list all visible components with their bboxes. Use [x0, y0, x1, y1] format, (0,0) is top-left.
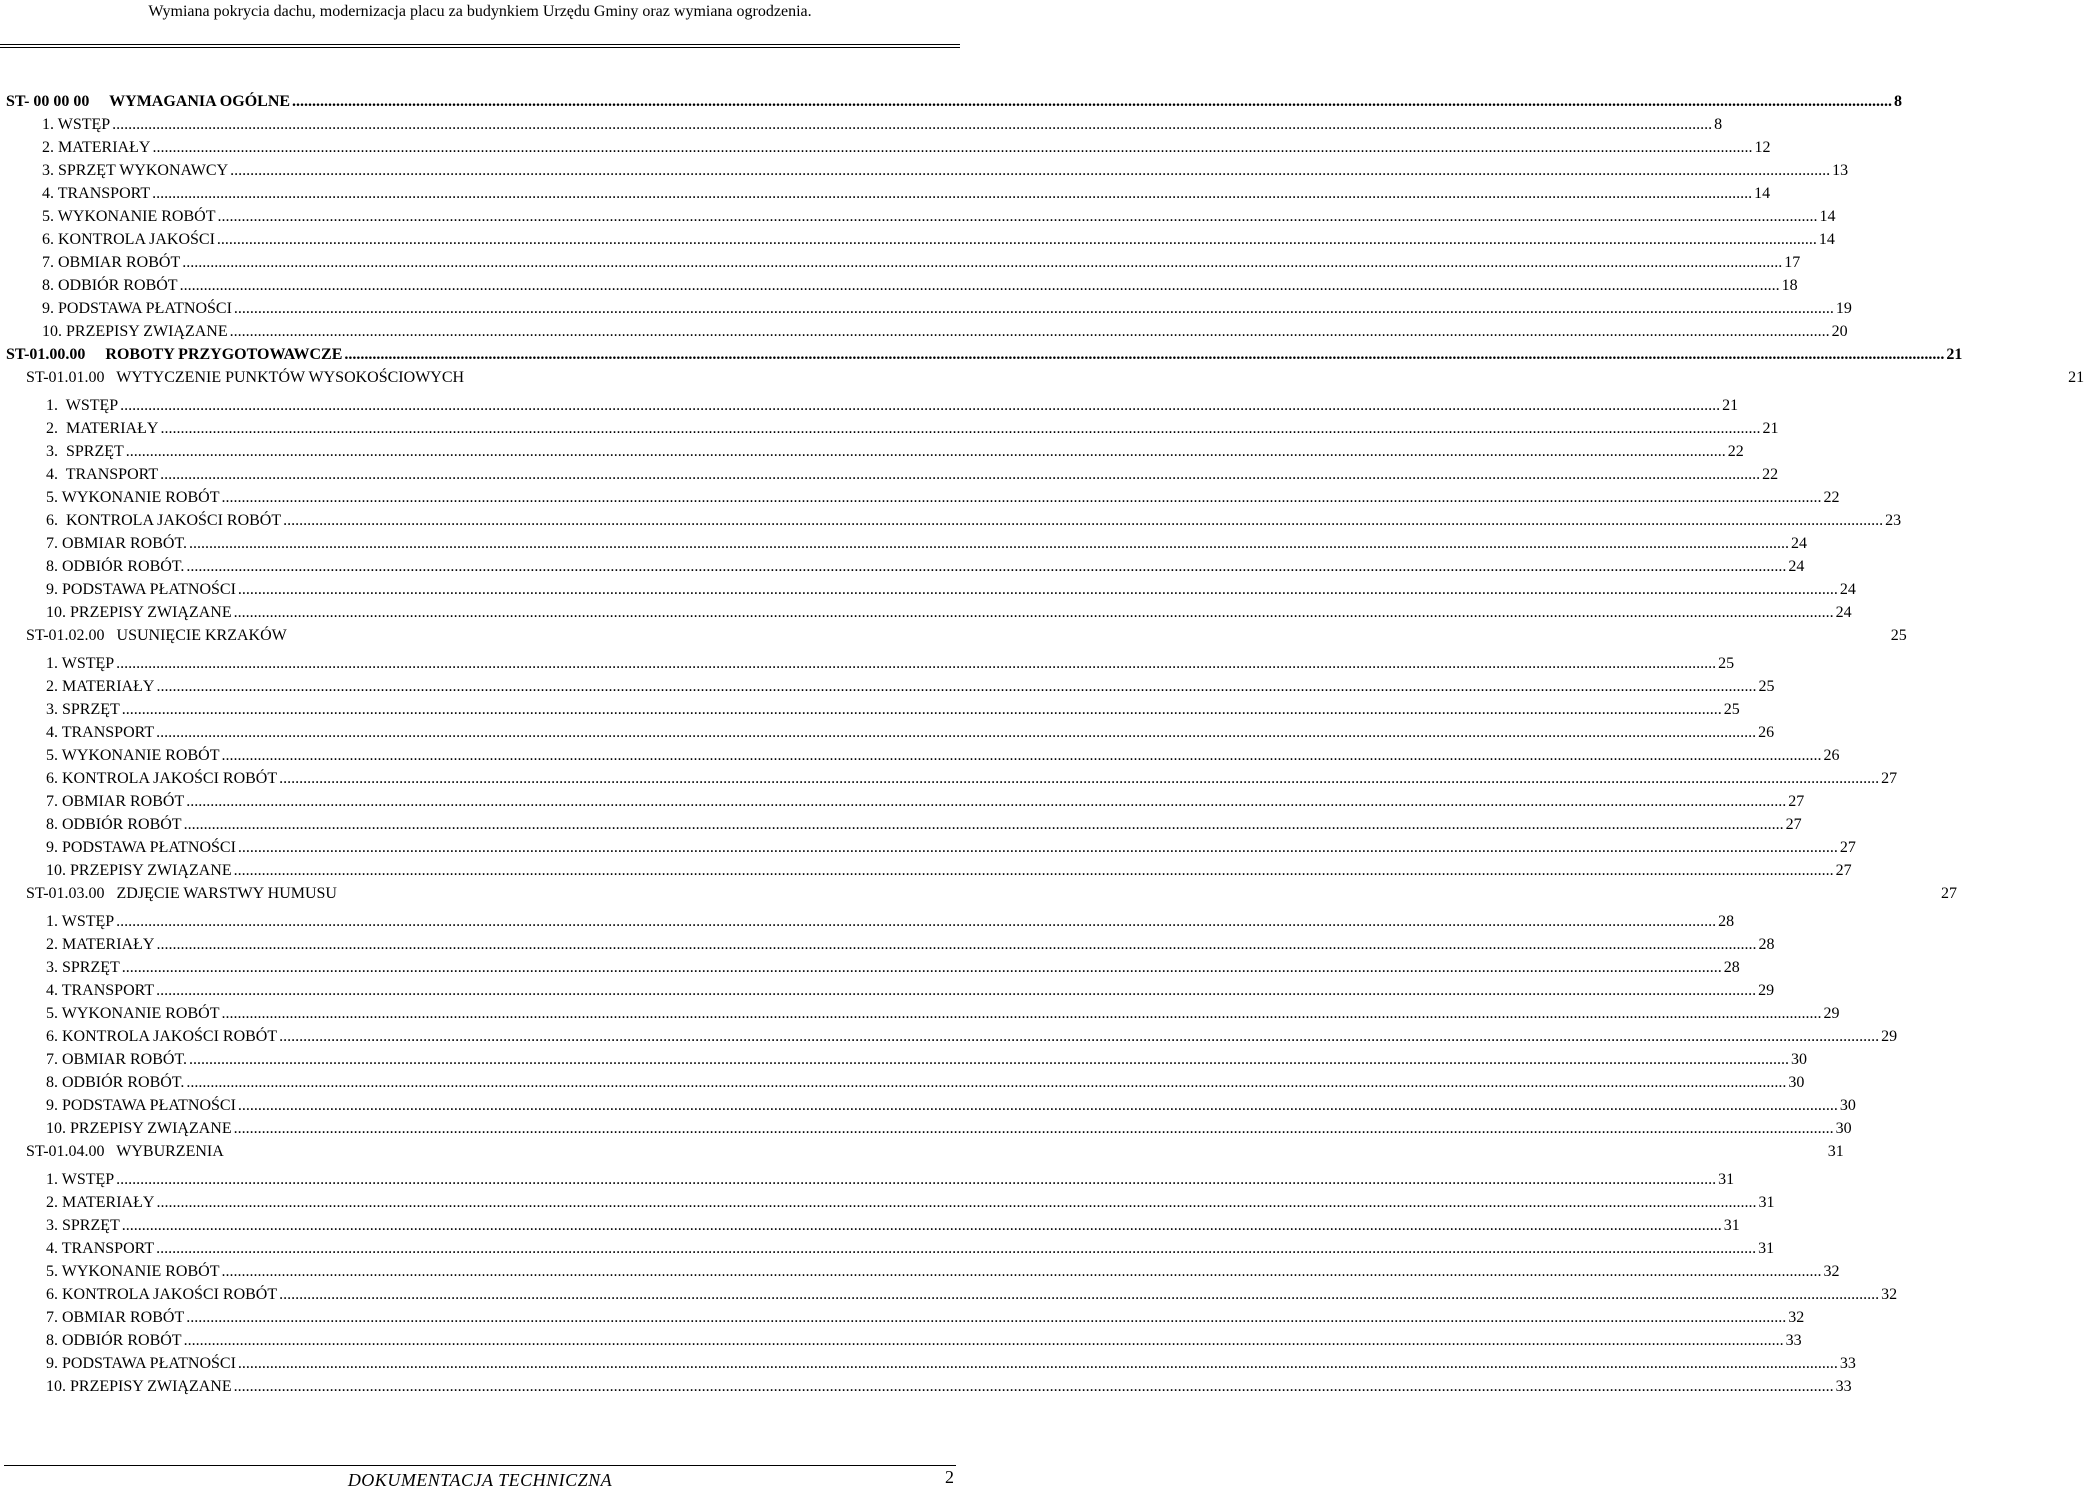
toc-entry-leader: ................................................................................................................................................................................................................................................................................................................................................................................................................	[237, 581, 1838, 598]
toc-entry-title: ST-01.02.00 USUNIĘCIE KRZAKÓW	[26, 627, 287, 644]
toc-entry-title: 5. WYKONANIE ROBÓT	[46, 747, 220, 764]
toc-entry-page: 28	[1723, 959, 1740, 976]
toc-entry-leader: ................................................................................................................................................................................................................................................................................................................................................................................................................	[233, 862, 1834, 879]
toc-entry-leader: ................................................................................................................................................................................................................................................................................................................................................................................................................	[160, 466, 1761, 483]
toc-entry-page: 20	[1831, 323, 1848, 340]
toc-entry-leader: ................................................................................................................................................................................................................................................................................................................................................................................................................	[233, 300, 1834, 317]
toc-entry	[46, 394, 1739, 417]
toc-entry-leader: ................................................................................................................................................................................................................................................................................................................................................................................................................	[279, 770, 1880, 787]
toc-entry-leader: ................................................................................................................................................................................................................................................................................................................................................................................................................	[112, 116, 1713, 133]
toc-entry	[46, 979, 1775, 1002]
toc-entry-title: 10. PRZEPISY ZWIĄZANE	[46, 1120, 232, 1137]
toc-entry-leader: ................................................................................................................................................................................................................................................................................................................................................................................................................	[221, 747, 1822, 764]
toc-entry	[46, 744, 1840, 767]
toc-entry	[26, 1140, 1844, 1163]
toc-entry	[46, 509, 1902, 532]
toc-entry	[42, 228, 1835, 251]
toc-entry-page: 28	[1758, 936, 1775, 953]
toc-entry-title: 2. MATERIAŁY	[46, 936, 155, 953]
toc-entry-title: 1. WSTĘP	[42, 116, 111, 133]
toc-entry-leader: ................................................................................................................................................................................................................................................................................................................................................................................................................	[233, 604, 1834, 621]
toc-entry-leader: ................................................................................................................................................................................................................................................................................................................................................................................................................	[230, 162, 1831, 179]
toc-entry-title: 1. WSTĘP	[46, 655, 115, 672]
toc-entry-leader: ................................................................................................................................................................................................................................................................................................................................................................................................................	[156, 936, 1757, 953]
toc-entry-page: 30	[1839, 1097, 1856, 1114]
toc-entry-title: 8. ODBIÓR ROBÓT	[46, 1332, 182, 1349]
toc-entry-leader: ................................................................................................................................................................................................................................................................................................................................................................................................................	[216, 231, 1817, 248]
toc-entry-title: 2. MATERIAŁY	[46, 678, 155, 695]
toc-entry-leader: ................................................................................................................................................................................................................................................................................................................................................................................................................	[186, 793, 1787, 810]
toc-entry	[42, 136, 1771, 159]
toc-entry-page: 27	[1940, 885, 1957, 902]
toc-entry-page: 14	[1754, 185, 1771, 202]
toc-entry	[46, 1260, 1840, 1283]
toc-entry-title: 7. OBMIAR ROBÓT	[46, 1309, 185, 1326]
toc-entry-title: 5. WYKONANIE ROBÓT	[46, 1263, 220, 1280]
toc-entry-title: 7. OBMIAR ROBÓT	[42, 254, 181, 271]
toc-entry	[46, 675, 1775, 698]
toc-entry-title: 10. PRZEPISY ZWIĄZANE	[46, 862, 232, 879]
toc-entry-page: 25	[1890, 627, 1907, 644]
toc-entry-page: 26	[1823, 747, 1840, 764]
toc-entry-title: 7. OBMIAR ROBÓT.	[46, 1051, 188, 1068]
toc-entry-page: 29	[1823, 1005, 1840, 1022]
toc-entry-page: 26	[1758, 724, 1775, 741]
toc-entry-page: 18	[1781, 277, 1798, 294]
toc-entry-title: 6. KONTROLA JAKOŚCI ROBÓT	[46, 1028, 278, 1045]
toc-entry	[46, 578, 1856, 601]
toc-entry	[42, 297, 1852, 320]
toc-entry	[46, 1237, 1775, 1260]
toc-entry-page: 21	[2068, 369, 2084, 386]
toc-entry	[46, 1002, 1840, 1025]
toc-entry-leader: ................................................................................................................................................................................................................................................................................................................................................................................................................	[152, 185, 1753, 202]
toc-entry-page: 24	[1788, 558, 1805, 575]
toc-entry-leader: ................................................................................................................................................................................................................................................................................................................................................................................................................	[233, 1120, 1834, 1137]
toc-entry-page: 17	[1784, 254, 1801, 271]
toc-entry	[46, 1306, 1805, 1329]
toc-entry-title: 4. TRANSPORT	[46, 1240, 155, 1257]
toc-entry-leader: ................................................................................................................................................................................................................................................................................................................................................................................................................	[217, 208, 1818, 225]
toc-entry-title: 4. TRANSPORT	[46, 724, 155, 741]
toc-entry-page: 21	[1946, 346, 1963, 363]
toc-entry	[42, 113, 1723, 136]
header-rule-bottom	[0, 47, 960, 48]
toc-entry	[42, 182, 1771, 205]
toc-entry-title: 6. KONTROLA JAKOŚCI ROBÓT	[46, 512, 282, 529]
toc-entry-title: 8. ODBIÓR ROBÓT	[42, 277, 178, 294]
toc-entry-leader: ................................................................................................................................................................................................................................................................................................................................................................................................................	[279, 1028, 1880, 1045]
toc-entry-leader: ................................................................................................................................................................................................................................................................................................................................................................................................................	[189, 535, 1790, 552]
toc-entry-title: 9. PODSTAWA PŁATNOŚCI	[46, 1355, 236, 1372]
toc-entry-title: 5. WYKONANIE ROBÓT	[46, 1005, 220, 1022]
toc-entry-title: 8. ODBIÓR ROBÓT.	[46, 1074, 185, 1091]
toc-entry	[46, 1214, 1740, 1237]
toc-entry-page: 22	[1727, 443, 1744, 460]
toc-entry-leader: ................................................................................................................................................................................................................................................................................................................................................................................................................	[283, 512, 1884, 529]
toc-entry-leader: ................................................................................................................................................................................................................................................................................................................................................................................................................	[237, 1097, 1838, 1114]
toc-entry	[26, 624, 1907, 647]
toc-entry-page: 14	[1819, 208, 1836, 225]
toc-entry-leader: ................................................................................................................................................................................................................................................................................................................................................................................................................	[156, 1240, 1757, 1257]
toc-entry-title: ST-01.03.00 ZDJĘCIE WARSTWY HUMUSU	[26, 885, 337, 902]
toc-entry	[46, 1283, 1898, 1306]
toc-entry	[46, 652, 1735, 675]
toc-entry	[46, 440, 1744, 463]
toc-entry	[42, 205, 1836, 228]
toc-entry-page: 21	[1762, 420, 1779, 437]
toc-entry-title: 3. SPRZĘT	[46, 959, 120, 976]
toc-entry	[46, 1191, 1775, 1214]
toc-entry	[46, 1048, 1808, 1071]
toc-entry-leader: ................................................................................................................................................................................................................................................................................................................................................................................................................	[121, 1217, 1722, 1234]
toc-entry-page: 33	[1835, 1378, 1852, 1395]
toc-entry-title: 10. PRZEPISY ZWIĄZANE	[46, 604, 232, 621]
toc-entry-page: 29	[1758, 982, 1775, 999]
toc-entry-leader: ................................................................................................................................................................................................................................................................................................................................................................................................................	[160, 420, 1761, 437]
toc-entry	[46, 698, 1740, 721]
toc-entry	[46, 601, 1852, 624]
toc-entry-page: 27	[1785, 816, 1802, 833]
toc-entry-leader: ................................................................................................................................................................................................................................................................................................................................................................................................................	[125, 443, 1726, 460]
toc-entry-title: 7. OBMIAR ROBÓT.	[46, 535, 188, 552]
toc-entry-title: 7. OBMIAR ROBÓT	[46, 793, 185, 810]
toc-entry-title: 5. WYKONANIE ROBÓT	[46, 489, 220, 506]
toc-entry-page: 33	[1785, 1332, 1802, 1349]
toc-entry-page: 25	[1758, 678, 1775, 695]
toc-entry-leader: ................................................................................................................................................................................................................................................................................................................................................................................................................	[116, 1171, 1717, 1188]
toc-entry-page: 25	[1718, 655, 1735, 672]
toc-entry-title: 5. WYKONANIE ROBÓT	[42, 208, 216, 225]
toc-entry	[46, 956, 1740, 979]
toc-entry-page: 31	[1723, 1217, 1740, 1234]
toc-entry-title: 2. MATERIAŁY	[46, 420, 159, 437]
toc-entry	[6, 343, 1963, 366]
toc-entry-title: 2. MATERIAŁY	[42, 139, 151, 156]
toc-entry	[26, 366, 2084, 389]
toc-entry-title: 4. TRANSPORT	[46, 466, 159, 483]
toc-entry	[46, 1375, 1852, 1398]
toc-entry-leader: ................................................................................................................................................................................................................................................................................................................................................................................................................	[156, 1194, 1757, 1211]
toc-entry-page: 31	[1758, 1240, 1775, 1257]
toc-entry-page: 8	[1894, 93, 1903, 110]
toc-entry-leader: ................................................................................................................................................................................................................................................................................................................................................................................................................	[292, 93, 1893, 110]
toc-entry-leader: ................................................................................................................................................................................................................................................................................................................................................................................................................	[179, 277, 1780, 294]
toc-entry	[26, 882, 1957, 905]
toc-entry	[46, 1094, 1856, 1117]
toc-entry-leader: ................................................................................................................................................................................................................................................................................................................................................................................................................	[183, 1332, 1784, 1349]
toc-entry-page: 29	[1881, 1028, 1898, 1045]
toc-entry-title: 3. SPRZĘT	[46, 1217, 120, 1234]
toc-entry	[42, 320, 1848, 343]
toc-entry-page: 30	[1835, 1120, 1852, 1137]
toc-entry-title: 6. KONTROLA JAKOŚCI ROBÓT	[46, 770, 278, 787]
toc-entry-page: 22	[1762, 466, 1779, 483]
toc-entry-title: 2. MATERIAŁY	[46, 1194, 155, 1211]
toc-entry-leader: ................................................................................................................................................................................................................................................................................................................................................................................................................	[221, 1005, 1822, 1022]
toc-entry-leader: ................................................................................................................................................................................................................................................................................................................................................................................................................	[156, 678, 1757, 695]
toc-entry-leader: ................................................................................................................................................................................................................................................................................................................................................................................................................	[116, 913, 1717, 930]
toc-entry-leader: ................................................................................................................................................................................................................................................................................................................................................................................................................	[186, 1309, 1787, 1326]
toc-entry	[42, 251, 1801, 274]
footer-rule	[4, 1465, 956, 1466]
toc-entry-title: ST-01.04.00 WYBURZENIA	[26, 1143, 224, 1160]
toc-entry	[46, 813, 1802, 836]
toc-entry-leader: ................................................................................................................................................................................................................................................................................................................................................................................................................	[189, 1051, 1790, 1068]
toc-entry	[42, 159, 1849, 182]
toc-entry-leader: ................................................................................................................................................................................................................................................................................................................................................................................................................	[229, 323, 1830, 340]
toc-entry	[6, 90, 1903, 113]
toc-entry-title: 3. SPRZĘT WYKONAWCY	[42, 162, 229, 179]
toc-entry-leader: ................................................................................................................................................................................................................................................................................................................................................................................................................	[121, 959, 1722, 976]
toc-entry-leader: ................................................................................................................................................................................................................................................................................................................................................................................................................	[237, 1355, 1838, 1372]
toc-entry-title: 10. PRZEPISY ZWIĄZANE	[46, 1378, 232, 1395]
toc-entry-page: 8	[1714, 116, 1723, 133]
toc-entry-title: 3. SPRZĘT	[46, 701, 120, 718]
toc-entry-title: ST- 00 00 00 WYMAGANIA OGÓLNE	[6, 93, 291, 110]
toc-entry	[46, 859, 1852, 882]
toc-entry-leader: ................................................................................................................................................................................................................................................................................................................................................................................................................	[156, 982, 1757, 999]
toc-entry-page: 27	[1881, 770, 1898, 787]
toc-entry-leader: ................................................................................................................................................................................................................................................................................................................................................................................................................	[221, 1263, 1822, 1280]
toc-entry-leader: ................................................................................................................................................................................................................................................................................................................................................................................................................	[344, 346, 1945, 363]
toc-entry	[42, 274, 1798, 297]
toc-entry-title: 1. WSTĘP	[46, 397, 119, 414]
toc-entry	[46, 790, 1805, 813]
toc-entry-leader: ................................................................................................................................................................................................................................................................................................................................................................................................................	[183, 816, 1784, 833]
toc-entry-title: ST-01.00.00 ROBOTY PRZYGOTOWAWCZE	[6, 346, 343, 363]
toc-entry	[46, 836, 1856, 859]
toc-entry	[46, 1117, 1852, 1140]
toc-entry-page: 31	[1827, 1143, 1844, 1160]
toc-entry-title: 10. PRZEPISY ZWIĄZANE	[42, 323, 228, 340]
document-header: Wymiana pokrycia dachu, modernizacja placu za budynkiem Urzędu Gminy oraz wymiana ogrodzenia.	[148, 3, 812, 20]
toc-entry-leader: ................................................................................................................................................................................................................................................................................................................................................................................................................	[156, 724, 1757, 741]
toc-entry-leader: ................................................................................................................................................................................................................................................................................................................................................................................................................	[233, 1378, 1834, 1395]
toc-entry	[46, 721, 1775, 744]
toc-entry	[46, 486, 1840, 509]
toc-entry-leader: ................................................................................................................................................................................................................................................................................................................................................................................................................	[116, 655, 1717, 672]
toc-entry-leader: ................................................................................................................................................................................................................................................................................................................................................................................................................	[120, 397, 1721, 414]
toc-entry-page: 32	[1823, 1263, 1840, 1280]
toc-entry	[46, 463, 1779, 486]
toc-entry	[46, 767, 1898, 790]
toc-entry-page: 12	[1754, 139, 1771, 156]
footer-page-number: 2	[945, 1467, 954, 1487]
toc-entry-leader: ................................................................................................................................................................................................................................................................................................................................................................................................................	[152, 139, 1753, 156]
toc-entry-page: 32	[1788, 1309, 1805, 1326]
toc-entry	[46, 532, 1808, 555]
toc-entry-page: 30	[1791, 1051, 1808, 1068]
toc-entry-leader: ................................................................................................................................................................................................................................................................................................................................................................................................................	[182, 254, 1783, 271]
toc-entry-title: 9. PODSTAWA PŁATNOŚCI	[42, 300, 232, 317]
header-rule-top	[0, 44, 960, 45]
toc-entry-title: 9. PODSTAWA PŁATNOŚCI	[46, 581, 236, 598]
toc-entry-leader: ................................................................................................................................................................................................................................................................................................................................................................................................................	[186, 1074, 1787, 1091]
toc-entry-page: 23	[1885, 512, 1902, 529]
toc-entry-page: 28	[1718, 913, 1735, 930]
toc-entry-page: 27	[1788, 793, 1805, 810]
toc-entry-page: 24	[1839, 581, 1856, 598]
toc-entry	[46, 1352, 1856, 1375]
toc-entry-title: 1. WSTĘP	[46, 913, 115, 930]
toc-entry	[46, 1168, 1735, 1191]
toc-entry-title: 6. KONTROLA JAKOŚCI	[42, 231, 215, 248]
toc-entry	[46, 1025, 1898, 1048]
toc-entry-page: 19	[1835, 300, 1852, 317]
toc-entry-page: 22	[1823, 489, 1840, 506]
toc-entry-leader: ................................................................................................................................................................................................................................................................................................................................................................................................................	[237, 839, 1838, 856]
toc-entry-title: 9. PODSTAWA PŁATNOŚCI	[46, 839, 236, 856]
toc-entry-leader: ................................................................................................................................................................................................................................................................................................................................................................................................................	[121, 701, 1722, 718]
toc-entry-page: 31	[1758, 1194, 1775, 1211]
toc-entry-page: 24	[1791, 535, 1808, 552]
toc-entry-page: 13	[1832, 162, 1849, 179]
toc-entry	[46, 417, 1779, 440]
toc-entry-title: 1. WSTĘP	[46, 1171, 115, 1188]
toc-entry-leader: ................................................................................................................................................................................................................................................................................................................................................................................................................	[279, 1286, 1880, 1303]
toc-entry	[46, 933, 1775, 956]
toc-entry-title: 8. ODBIÓR ROBÓT.	[46, 558, 185, 575]
toc-entry-page: 25	[1723, 701, 1740, 718]
toc-entry-page: 27	[1835, 862, 1852, 879]
toc-entry-title: 4. TRANSPORT	[46, 982, 155, 999]
toc-entry-page: 14	[1818, 231, 1835, 248]
toc-entry-title: 9. PODSTAWA PŁATNOŚCI	[46, 1097, 236, 1114]
toc-entry-page: 32	[1881, 1286, 1898, 1303]
toc-entry-page: 27	[1839, 839, 1856, 856]
toc-entry-title: 3. SPRZĘT	[46, 443, 124, 460]
toc-entry-title: 6. KONTROLA JAKOŚCI ROBÓT	[46, 1286, 278, 1303]
toc-entry-title: 8. ODBIÓR ROBÓT	[46, 816, 182, 833]
toc-entry	[46, 555, 1805, 578]
toc-entry-page: 33	[1839, 1355, 1856, 1372]
footer-title: DOKUMENTACJA TECHNICZNA	[347, 1470, 613, 1490]
toc-entry	[46, 910, 1735, 933]
toc-entry-page: 30	[1788, 1074, 1805, 1091]
toc-entry-page: 31	[1718, 1171, 1735, 1188]
toc-entry-leader: ................................................................................................................................................................................................................................................................................................................................................................................................................	[186, 558, 1787, 575]
toc-entry-page: 21	[1722, 397, 1739, 414]
toc-entry-title: 4. TRANSPORT	[42, 185, 151, 202]
toc-entry-title: ST-01.01.00 WYTYCZENIE PUNKTÓW WYSOKOŚCIOWYCH	[26, 369, 465, 386]
toc-entry-page: 24	[1835, 604, 1852, 621]
toc-entry	[46, 1329, 1802, 1352]
toc-entry-leader: ................................................................................................................................................................................................................................................................................................................................................................................................................	[221, 489, 1822, 506]
toc-entry	[46, 1071, 1805, 1094]
